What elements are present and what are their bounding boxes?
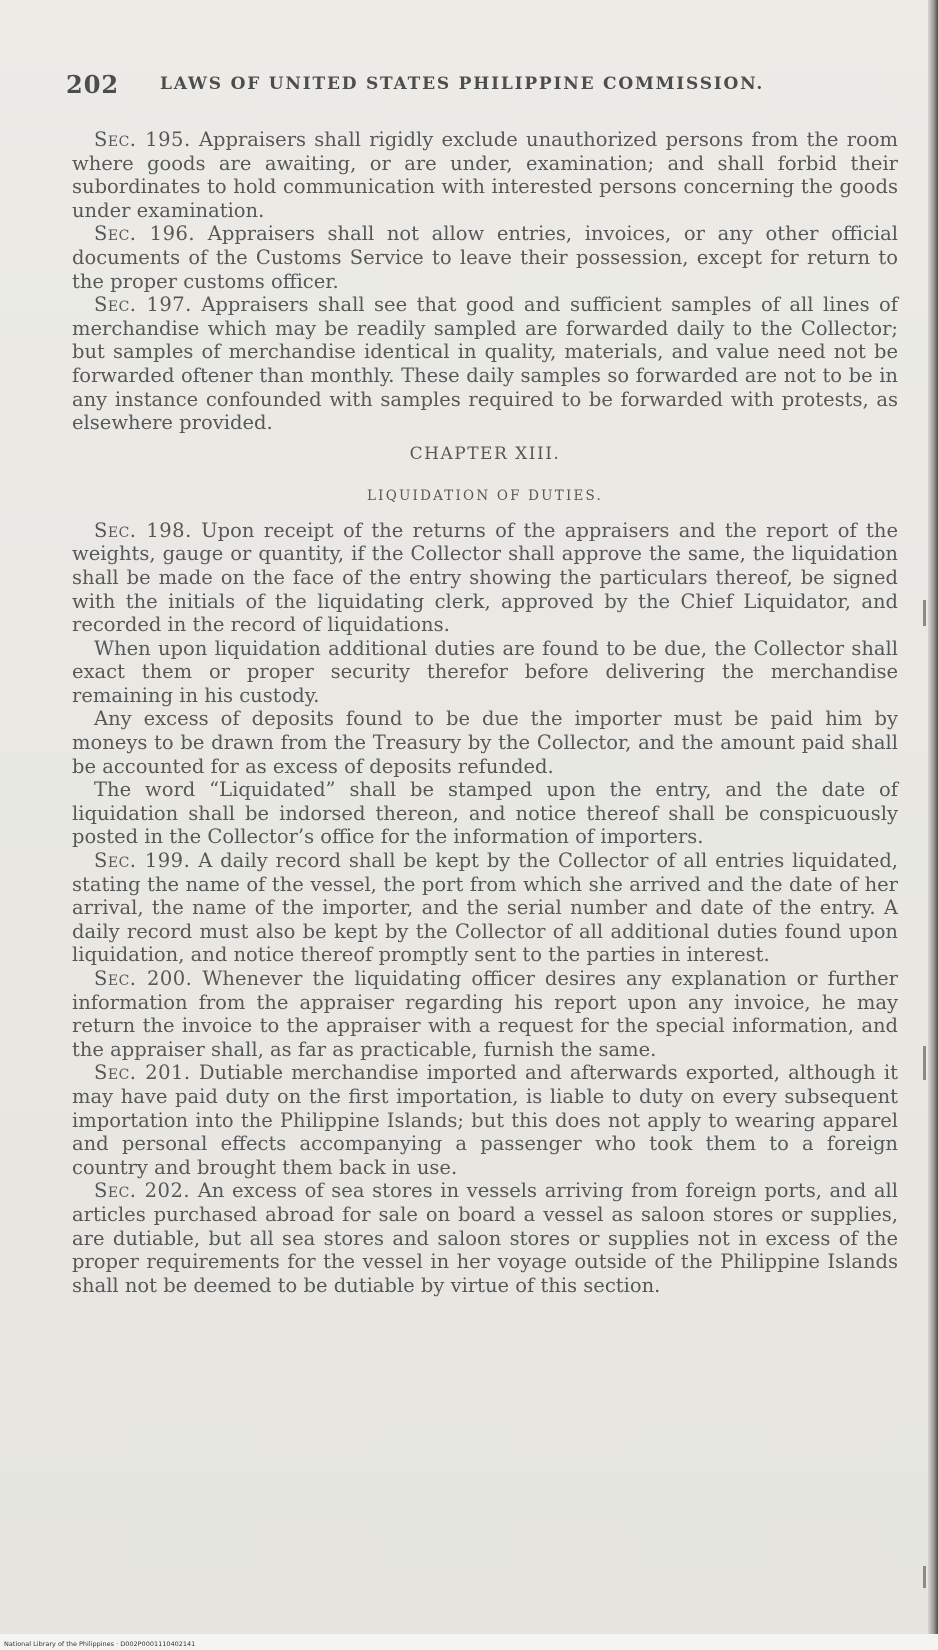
section-text: Dutiable merchandise imported and afterwards exported, although it may have paid duty on the first importation, is liable to duty on every subsequent importation into the Philippine Islands; but this does not apply to wearing apparel and personal effects accompanying a passenger who took them to a foreign country and brought them back in use. [72,1061,899,1179]
chapter-title: CHAPTER XIII. [409,443,561,464]
margin-mark [923,1046,926,1080]
section-paragraph [72,707,898,778]
section-label: Sec. 197. [94,293,192,317]
page-number: 202 [66,70,120,99]
body-text [72,128,898,1297]
section-text: Appraisers shall not allow entries, invoices, or any other official documents of the Customs Service to leave their possession, except for return to the proper customs officer. [72,222,898,293]
section-paragraph [72,1179,898,1297]
section-text: Upon receipt of the returns of the appraisers and the report of the weights, gauge or quantity, if the Collector shall approve the same, the liquidation shall be made on the face of the entry showing the particulars thereof, be signed with the initials of the liquidating clerk, approved by the Chief Liquidator, and recorded in the record of liquidations. [72,518,898,637]
margin-mark [923,600,926,626]
section-paragraph [72,967,898,1061]
section-paragraph [72,778,898,849]
section-paragraph [72,222,898,293]
section-text: Appraisers shall rigidly exclude unauthorized persons from the room where goods are awaiting, or are under, examination; and shall forbid their subordinates to hold communication with interested persons concerning the goods under examination. [72,128,898,222]
section-label: Sec. 202. [94,1179,191,1203]
section-label: Sec. 195. [94,128,191,151]
section-text: Appraisers shall see that good and sufficient samples of all lines of merchandise which may be readily sampled are forwarded daily to the Collector; but samples of merchandise identical in quality, materials, and value need not be forwarded oftener than monthly. These daily samples so forwarded are not to be in any instance confounded with samples required to be forwarded with protests, as elsewhere provided. [72,293,898,435]
section-paragraph [72,1061,898,1179]
section-text: A daily record shall be kept by the Collector of all entries liquidated, stating the name of the vessel, the port from which she arrived and the date of her arrival, the name of the importer, and the serial number and date of the entry. A daily record must also be kept by the Collector of all additional duties found upon liquidation, and notice thereof promptly sent to the parties in interest. [72,849,899,967]
section-paragraph [72,293,898,435]
section-paragraph [72,637,898,708]
section-label: Sec. 196. [94,222,196,246]
section-paragraph [72,128,898,222]
section-text: An excess of sea stores in vessels arriving from foreign ports, and all articles purchased abroad for sale on board a vessel as saloon stores or supplies, are dutiable, but all sea stores and saloon stores or supplies not in excess of the proper requirements for the vessel in her voyage outside of the Philippine Islands shall not be deemed to be dutiable by virtue of this section. [72,1179,898,1297]
section-label: Sec. 199. [94,849,191,873]
section-label: Sec. 201. [94,1061,191,1085]
section-paragraph [72,519,898,637]
section-text: Whenever the liquidating officer desires any explanation or further information from the appraiser regarding his report upon any invoice, he may return the invoice to the appraiser with a request for the special information, and the appraiser shall, as far as practicable, furnish the same. [72,967,899,1061]
running-head: LAWS OF UNITED STATES PHILIPPINE COMMISSION. [160,74,765,94]
page-header [66,70,866,106]
footer-credit: National Library of the Philippines · D002P0001110402141 [4,1640,196,1648]
section-label: Sec. 200. [94,967,193,990]
section-text: When upon liquidation additional duties are found to be due, the Collector shall exact them or proper security therefor before delivering the merchandise remaining in his custody. [72,636,898,707]
section-text: Any excess of deposits found to be due the importer must be paid him by moneys to be drawn from the Treasury by the Collector, and the amount paid shall be accounted for as excess of deposits refunded. [72,707,898,778]
chapter-subtitle: LIQUIDATION OF DUTIES. [367,487,603,504]
section-label: Sec. 198. [94,518,192,542]
margin-mark [923,1566,926,1588]
section-text: The word “Liquidated” shall be stamped upon the entry, and the date of liquidation shall be indorsed thereon, and notice thereof shall be conspicuously posted in the Collector’s office for the information of importers. [72,778,898,849]
section-paragraph [72,849,898,967]
page-edge-shadow [928,0,938,1650]
